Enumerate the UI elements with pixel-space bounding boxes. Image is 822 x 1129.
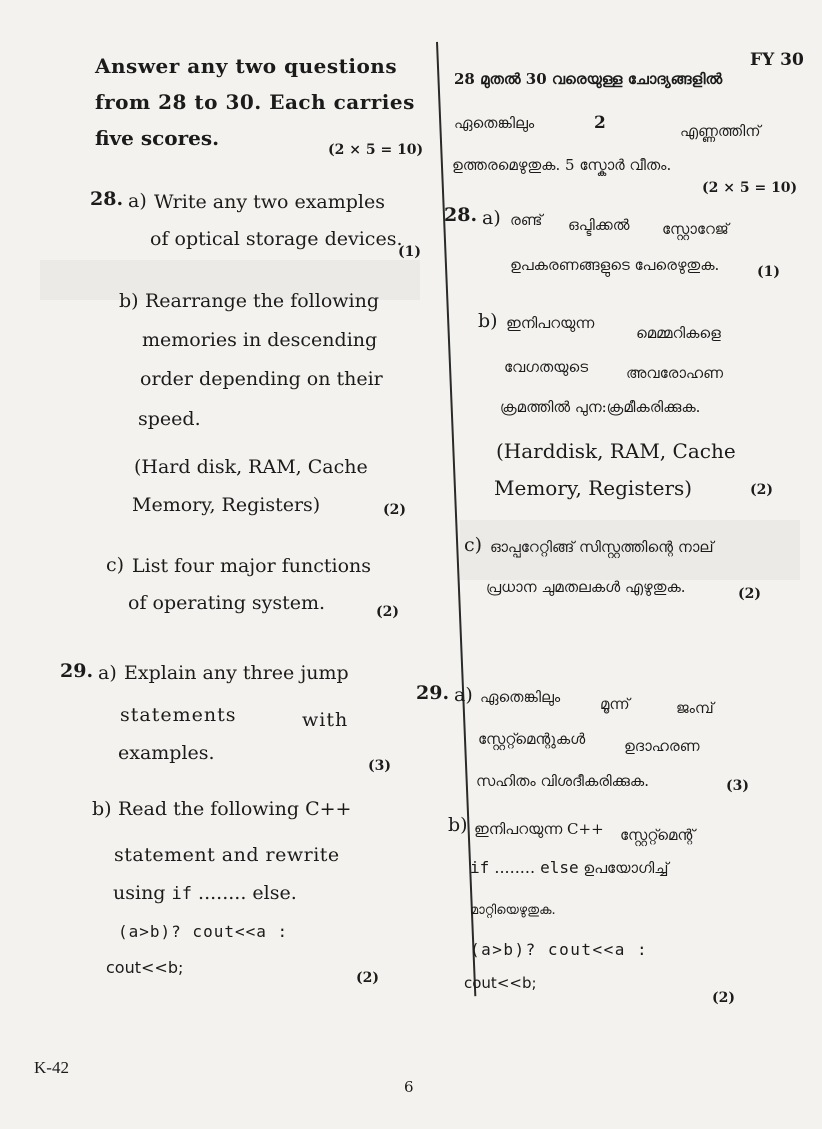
dots: ........	[489, 858, 541, 877]
question-text: Memory, Registers)	[132, 494, 321, 516]
marks: (3)	[726, 778, 749, 794]
question-text: ഓപ്പറേറ്റിങ്ങ് സിസ്റ്റത്തിന്റെ നാല്	[490, 538, 714, 556]
marks: (3)	[368, 758, 391, 774]
question-text: മെമ്മറികളെ	[636, 324, 721, 342]
code-line: (a>b)? cout<<a :	[470, 940, 649, 959]
footer-code: K-42	[34, 1058, 69, 1077]
dots: ........	[192, 882, 253, 904]
text-use: ഉപയോഗിച്ച്	[578, 859, 669, 877]
instruction-line: ഉത്തരമെഴുതുക. 5 സ്കോർ വീതം.	[452, 156, 672, 174]
question-text: statement and rewrite	[114, 844, 340, 866]
question-text: Write any two examples	[154, 191, 386, 213]
instruction-word: 2	[594, 113, 606, 133]
question-text: of operating system.	[128, 592, 326, 614]
question-text: with	[302, 709, 349, 731]
question-text: ജംമ്പ്	[676, 699, 714, 717]
paper-code: FY 30	[750, 50, 804, 70]
instruction-line: 28 മുതൽ 30 വരെയുള്ള ചോദ്യങ്ങളിൽ	[454, 70, 723, 88]
sub-question-label: b)	[119, 290, 139, 312]
sub-question-label: b)	[448, 814, 468, 836]
question-number: 29.	[416, 682, 450, 704]
question-text: (Hard disk, RAM, Cache	[134, 456, 368, 478]
question-text: List four major functions	[132, 555, 372, 577]
instruction-line: from 28 to 30. Each carries	[95, 90, 415, 114]
marks: (2)	[712, 990, 735, 1006]
question-text: വേഗതയുടെ	[504, 358, 589, 376]
question-text: Memory, Registers)	[494, 476, 693, 500]
question-text	[470, 860, 668, 876]
sub-question-label: a)	[98, 662, 117, 684]
sub-question-label: a)	[454, 684, 473, 706]
question-text: Read the following C++	[118, 798, 352, 820]
question-text: ക്രമത്തിൽ പുന:ക്രമീകരിക്കുക.	[500, 398, 701, 416]
instruction-line: Answer any two questions	[95, 54, 398, 78]
instruction-line: five scores.	[95, 126, 220, 150]
question-text: (Harddisk, RAM, Cache	[496, 439, 736, 463]
marks: (1)	[398, 244, 421, 260]
question-text: ഉദാഹരണ	[624, 737, 700, 755]
text-using: using	[113, 882, 172, 904]
question-number: 29.	[60, 660, 94, 682]
keyword-if: if	[470, 858, 490, 877]
question-text: of optical storage devices.	[150, 228, 403, 250]
question-text: statements	[120, 704, 237, 726]
question-text	[113, 884, 297, 903]
question-text: Rearrange the following	[145, 290, 380, 312]
sub-question-label: a)	[482, 207, 501, 229]
question-text: പ്രധാന ചുമതലകൾ എഴുതുക.	[486, 578, 686, 596]
question-text: മൂന്ന്	[600, 695, 630, 713]
instruction-marks: (2 × 5 = 10)	[328, 142, 424, 158]
question-text: സഹിതം വിശദീകരിക്കുക.	[476, 772, 649, 790]
sub-question-label: a)	[128, 190, 147, 212]
question-text: ഉപകരണങ്ങളുടെ പേരെഴുതുക.	[510, 256, 720, 274]
text-else: else.	[252, 882, 297, 904]
marks: (2)	[376, 604, 399, 620]
sub-question-label: b)	[92, 798, 112, 820]
instruction-word: എണ്ണത്തിന്	[680, 122, 761, 140]
question-text: speed.	[138, 408, 201, 430]
marks: (2)	[750, 482, 773, 498]
question-text: അവരോഹണ	[626, 364, 724, 382]
question-text: രണ്ട്	[510, 211, 543, 229]
question-number: 28.	[90, 188, 124, 210]
sub-question-label: b)	[478, 310, 498, 332]
marks: (1)	[757, 264, 780, 280]
marks: (2)	[356, 970, 379, 986]
marks: (2)	[738, 586, 761, 602]
marks: (2)	[383, 502, 406, 518]
question-text: ഒപ്ടിക്കൽ	[568, 216, 630, 234]
question-text: memories in descending	[142, 329, 378, 351]
sub-question-label: c)	[464, 534, 483, 556]
sub-question-label: c)	[106, 554, 125, 576]
instruction-marks: (2 × 5 = 10)	[702, 180, 798, 196]
question-text: ഇനിപറയുന്ന C++	[474, 820, 604, 838]
question-text: Explain any three jump	[124, 662, 349, 684]
code-line: (a>b)? cout<<a :	[118, 922, 289, 941]
question-number: 28.	[444, 204, 478, 226]
code-line: cout<<b;	[464, 974, 537, 992]
question-text: സ്റ്റേറ്റ്മെന്റ്	[620, 826, 695, 844]
question-text: ഏതെങ്കിലും	[480, 688, 561, 706]
question-text: order depending on their	[140, 368, 383, 390]
code-line: cout<<b;	[106, 958, 184, 977]
keyword-if: if	[171, 884, 192, 904]
question-text: ഇനിപറയുന്ന	[506, 314, 595, 332]
question-text: സ്റ്റേറ്റ്മെന്റുകൾ	[478, 730, 586, 748]
question-text: മാറ്റിയെഴുതുക.	[470, 903, 556, 918]
question-text: സ്റ്റോറേജ്	[662, 220, 729, 238]
keyword-else: else	[540, 858, 579, 877]
question-text: examples.	[118, 742, 215, 764]
page-number: 6	[404, 1078, 414, 1096]
instruction-word: ഏതെങ്കിലും	[454, 114, 535, 132]
